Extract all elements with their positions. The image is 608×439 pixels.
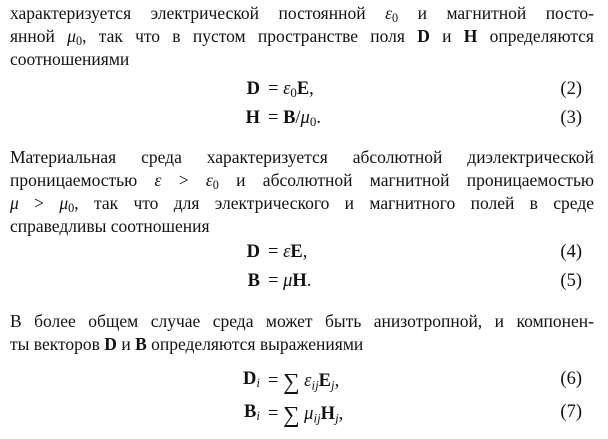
text: определяются xyxy=(477,26,594,46)
equation-lhs: B xyxy=(247,271,260,291)
text-line: проницаемостью $\varepsilon > \varepsilon_0$ и абсолютной магнитной проницаемостью xyxy=(10,170,595,193)
equation-lhs: D xyxy=(246,79,260,99)
sum-symbol: ∑ xyxy=(283,369,300,395)
text: и магнитной посто- xyxy=(398,3,595,23)
text: характеризуется электрической постоянной xyxy=(10,3,386,23)
sum-symbol: ∑ xyxy=(283,402,300,428)
equation-rhs: = $\varepsilon_0E$, xyxy=(268,79,314,101)
subscript: 0 xyxy=(75,34,83,49)
equation-rhs: = ∑ $\mu_{ij}H_j$, xyxy=(268,402,344,428)
epsilon-symbol: ε xyxy=(385,3,392,23)
equation-6 xyxy=(0,369,608,395)
vector-H: H xyxy=(463,26,478,46)
subscript: 0 xyxy=(391,11,399,26)
equation-number: (3) xyxy=(560,108,582,128)
equation-rhs: = $B/\mu_0$. xyxy=(268,108,321,130)
equation-2 xyxy=(0,79,608,105)
equation-number: (2) xyxy=(560,79,582,99)
equation-rhs: = ∑ $\varepsilon_{ij}E_j$, xyxy=(268,369,340,395)
text-line: справедливы соотношения xyxy=(10,216,210,236)
equation-number: (4) xyxy=(560,242,582,262)
text: янной xyxy=(10,26,68,46)
equation-lhs: $D_i$ xyxy=(243,369,260,391)
text-line xyxy=(10,25,594,48)
equation-rhs: = μH. xyxy=(268,271,312,291)
equation-5 xyxy=(0,271,608,297)
text: и xyxy=(429,26,464,46)
text-line: ты векторов D и B определяются выражениями xyxy=(10,334,364,354)
mu-symbol: μ xyxy=(67,26,76,46)
equation-4 xyxy=(0,242,608,268)
text-line xyxy=(10,2,594,25)
vector-D: D xyxy=(417,26,430,46)
paragraph-material-medium xyxy=(10,146,594,238)
paragraph-anisotropic xyxy=(10,310,594,356)
equation-3 xyxy=(0,108,608,134)
equation-number: (7) xyxy=(560,402,582,422)
equation-lhs: $B_i$ xyxy=(244,402,260,424)
equation-7 xyxy=(0,402,608,428)
paragraph-vacuum-relations xyxy=(10,2,594,71)
text-line: В более общем случае среда может быть анизотропной, и компонен- xyxy=(10,311,594,331)
text-line: $\mu > \mu_0$, так что для электрического и магнитного полей в среде xyxy=(10,193,595,216)
text-line: соотношениями xyxy=(10,49,130,69)
equation-lhs: D xyxy=(246,242,260,262)
text: , так что в пустом пространстве поля xyxy=(82,26,418,46)
equation-rhs: = εE, xyxy=(268,242,308,262)
equation-number: (6) xyxy=(560,369,582,389)
equation-lhs: H xyxy=(245,108,260,128)
text-line: Материальная среда характеризуется абсолютной диэлектрической xyxy=(10,147,594,167)
equation-number: (5) xyxy=(560,271,582,291)
